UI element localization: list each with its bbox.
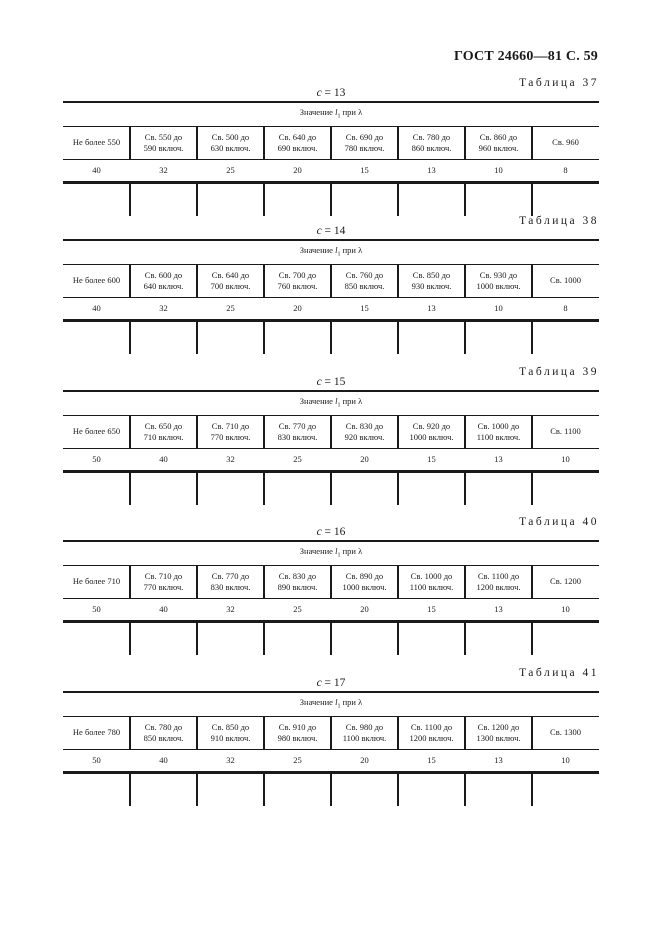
table-subheader [63,243,599,257]
table-subheader [63,695,599,709]
lambda-range-header: Св. 850 до 930 включ. [411,269,452,291]
lambda-range-header: Св. 710 до 770 включ. [143,570,184,592]
l-index: 1 [337,552,341,559]
subheader-suffix: при λ [340,697,363,707]
table-value-cell: 13 [427,165,436,175]
table-value-cell: 32 [226,604,235,614]
table-value-cell: 25 [293,755,302,765]
table-value-cell: 13 [494,454,503,464]
lambda-range-header: Св. 830 до 920 включ. [344,420,385,442]
lambda-range-header: Св. 1100 [550,426,581,436]
table-value-cell: 13 [494,604,503,614]
lambda-range-header: Св. 640 до 700 включ. [210,269,251,291]
lambda-range-header: Св. 550 до 590 включ. [143,131,184,153]
l-symbol: l [335,396,338,406]
subheader-prefix: Значение [299,697,336,707]
lambda-range-header: Св. 890 до 1000 включ. [342,570,387,592]
table-value-cell: 8 [563,165,568,175]
subheader-suffix: при λ [340,396,363,406]
table-value-cell: 50 [92,755,101,765]
table-block [63,667,599,817]
column-divider [263,321,265,354]
table-label: Таблица 38 [519,215,599,227]
lambda-range-header: Св. 1200 [550,576,581,586]
subheader-suffix: при λ [340,107,363,117]
column-divider [196,622,198,655]
c-symbol: c [316,526,322,538]
lambda-range-header: Св. 1100 до 1200 включ. [409,721,454,743]
lambda-range-header: Св. 770 до 830 включ. [210,570,251,592]
lambda-range-header: Св. 600 до 640 включ. [143,269,184,291]
subheader-prefix: Значение [299,546,336,556]
column-divider [531,472,533,505]
lambda-range-header: Св. 640 до 690 включ. [277,131,318,153]
column-divider [397,321,399,354]
table-value-cell: 50 [92,604,101,614]
c-symbol: c [316,87,322,99]
column-divider [263,472,265,505]
table-label: Таблица 41 [519,667,599,679]
table-value-cell: 25 [226,303,235,313]
table-value-cell: 40 [159,755,168,765]
table-rule [63,101,599,103]
table-label: Таблица 40 [519,516,599,528]
table-value-cell: 40 [92,303,101,313]
data-table [63,101,599,227]
table-block [63,77,599,227]
lambda-range-header: Св. 860 до 960 включ. [478,131,519,153]
column-divider [397,773,399,806]
c-parameter-title [63,526,599,538]
lambda-range-header: Св. 690 до 780 включ. [344,131,385,153]
table-label: Таблица 37 [519,77,599,89]
table-value-cell: 13 [427,303,436,313]
table-rule [63,390,599,392]
lambda-range-header: Св. 1300 [550,727,581,737]
table-value-cell: 10 [561,755,570,765]
column-divider [196,183,198,216]
table-rule [63,540,599,542]
column-divider [397,472,399,505]
c-symbol: c [316,677,322,689]
table-value-cell: 32 [159,165,168,175]
lambda-range-header: Св. 710 до 770 включ. [210,420,251,442]
data-table [63,390,599,516]
column-divider [531,622,533,655]
l-symbol: l [335,107,338,117]
column-divider [330,622,332,655]
lambda-range-header: Не более 600 [72,275,121,285]
c-symbol: c [316,376,322,388]
lambda-range-header: Св. 960 [552,137,579,147]
c-parameter-title [63,677,599,689]
table-subheader [63,105,599,119]
lambda-range-header: Св. 700 до 760 включ. [277,269,318,291]
table-value-cell: 20 [360,604,369,614]
table-value-cell: 25 [293,604,302,614]
subheader-prefix: Значение [299,107,336,117]
lambda-range-header: Не более 550 [72,137,121,147]
c-value: = 17 [324,677,346,689]
table-value-cell: 10 [561,604,570,614]
column-divider [263,622,265,655]
table-label: Таблица 39 [519,366,599,378]
column-divider [531,773,533,806]
column-divider [196,321,198,354]
table-block [63,366,599,516]
c-value: = 15 [324,376,346,388]
table-value-cell: 25 [226,165,235,175]
lambda-range-header: Св. 650 до 710 включ. [143,420,184,442]
lambda-range-header: Св. 830 до 890 включ. [277,570,318,592]
data-table [63,540,599,666]
l-symbol: l [335,697,338,707]
table-value-cell: 20 [293,165,302,175]
lambda-range-header: Св. 770 до 830 включ. [277,420,318,442]
table-value-cell: 10 [561,454,570,464]
lambda-range-header: Св. 850 до 910 включ. [210,721,251,743]
lambda-range-header: Св. 760 до 850 включ. [344,269,385,291]
lambda-range-header: Св. 980 до 1100 включ. [342,721,387,743]
l-symbol: l [335,245,338,255]
column-divider [464,183,466,216]
column-divider [330,773,332,806]
table-value-cell: 40 [159,454,168,464]
lambda-range-header: Не более 780 [72,727,121,737]
column-divider [464,321,466,354]
lambda-range-header: Св. 500 до 630 включ. [210,131,251,153]
c-value: = 14 [324,225,346,237]
lambda-range-header: Св. 1200 до 1300 включ. [476,721,521,743]
lambda-range-header: Св. 920 до 1000 включ. [409,420,454,442]
table-value-cell: 15 [360,165,369,175]
lambda-range-header: Св. 780 до 860 включ. [411,131,452,153]
table-value-cell: 20 [360,755,369,765]
table-value-cell: 32 [226,755,235,765]
l-index: 1 [337,113,341,120]
subheader-prefix: Значение [299,245,336,255]
column-divider [129,321,131,354]
table-subheader [63,394,599,408]
table-value-cell: 20 [360,454,369,464]
column-divider [129,183,131,216]
table-value-cell: 40 [159,604,168,614]
lambda-range-header: Св. 780 до 850 включ. [143,721,184,743]
table-value-cell: 10 [494,165,503,175]
lambda-range-header: Св. 910 до 980 включ. [277,721,318,743]
column-divider [531,183,533,216]
table-rule [63,691,599,693]
page-header: ГОСТ 24660—81 С. 59 [454,49,598,64]
column-divider [196,773,198,806]
column-divider [330,472,332,505]
table-subheader [63,544,599,558]
table-rule [63,239,599,241]
table-value-cell: 8 [563,303,568,313]
table-value-cell: 10 [494,303,503,313]
c-parameter-title [63,376,599,388]
column-divider [196,472,198,505]
table-value-cell: 32 [159,303,168,313]
lambda-range-header: Не более 710 [72,576,121,586]
column-divider [129,472,131,505]
table-value-cell: 15 [360,303,369,313]
l-index: 1 [337,251,341,258]
c-symbol: c [316,225,322,237]
table-block [63,215,599,365]
subheader-suffix: при λ [340,245,363,255]
l-index: 1 [337,402,341,409]
lambda-range-header: Св. 1100 до 1200 включ. [476,570,521,592]
table-value-cell: 50 [92,454,101,464]
column-divider [263,773,265,806]
column-divider [330,321,332,354]
column-divider [531,321,533,354]
column-divider [330,183,332,216]
subheader-prefix: Значение [299,396,336,406]
column-divider [464,773,466,806]
lambda-range-header: Св. 1000 до 1100 включ. [409,570,454,592]
table-value-cell: 15 [427,454,436,464]
column-divider [263,183,265,216]
table-value-cell: 15 [427,755,436,765]
column-divider [129,773,131,806]
l-index: 1 [337,703,341,710]
table-block [63,516,599,666]
table-value-cell: 15 [427,604,436,614]
table-value-cell: 32 [226,454,235,464]
c-parameter-title [63,225,599,237]
lambda-range-header: Св. 1000 до 1100 включ. [476,420,521,442]
column-divider [464,472,466,505]
table-value-cell: 25 [293,454,302,464]
data-table [63,239,599,365]
c-value: = 13 [324,87,346,99]
column-divider [397,622,399,655]
lambda-range-header: Св. 1000 [550,275,581,285]
c-parameter-title [63,87,599,99]
data-table [63,691,599,817]
table-value-cell: 40 [92,165,101,175]
column-divider [129,622,131,655]
c-value: = 16 [324,526,346,538]
column-divider [397,183,399,216]
lambda-range-header: Не более 650 [72,426,121,436]
column-divider [464,622,466,655]
l-symbol: l [335,546,338,556]
table-value-cell: 20 [293,303,302,313]
subheader-suffix: при λ [340,546,363,556]
lambda-range-header: Св. 930 до 1000 включ. [476,269,521,291]
table-value-cell: 13 [494,755,503,765]
